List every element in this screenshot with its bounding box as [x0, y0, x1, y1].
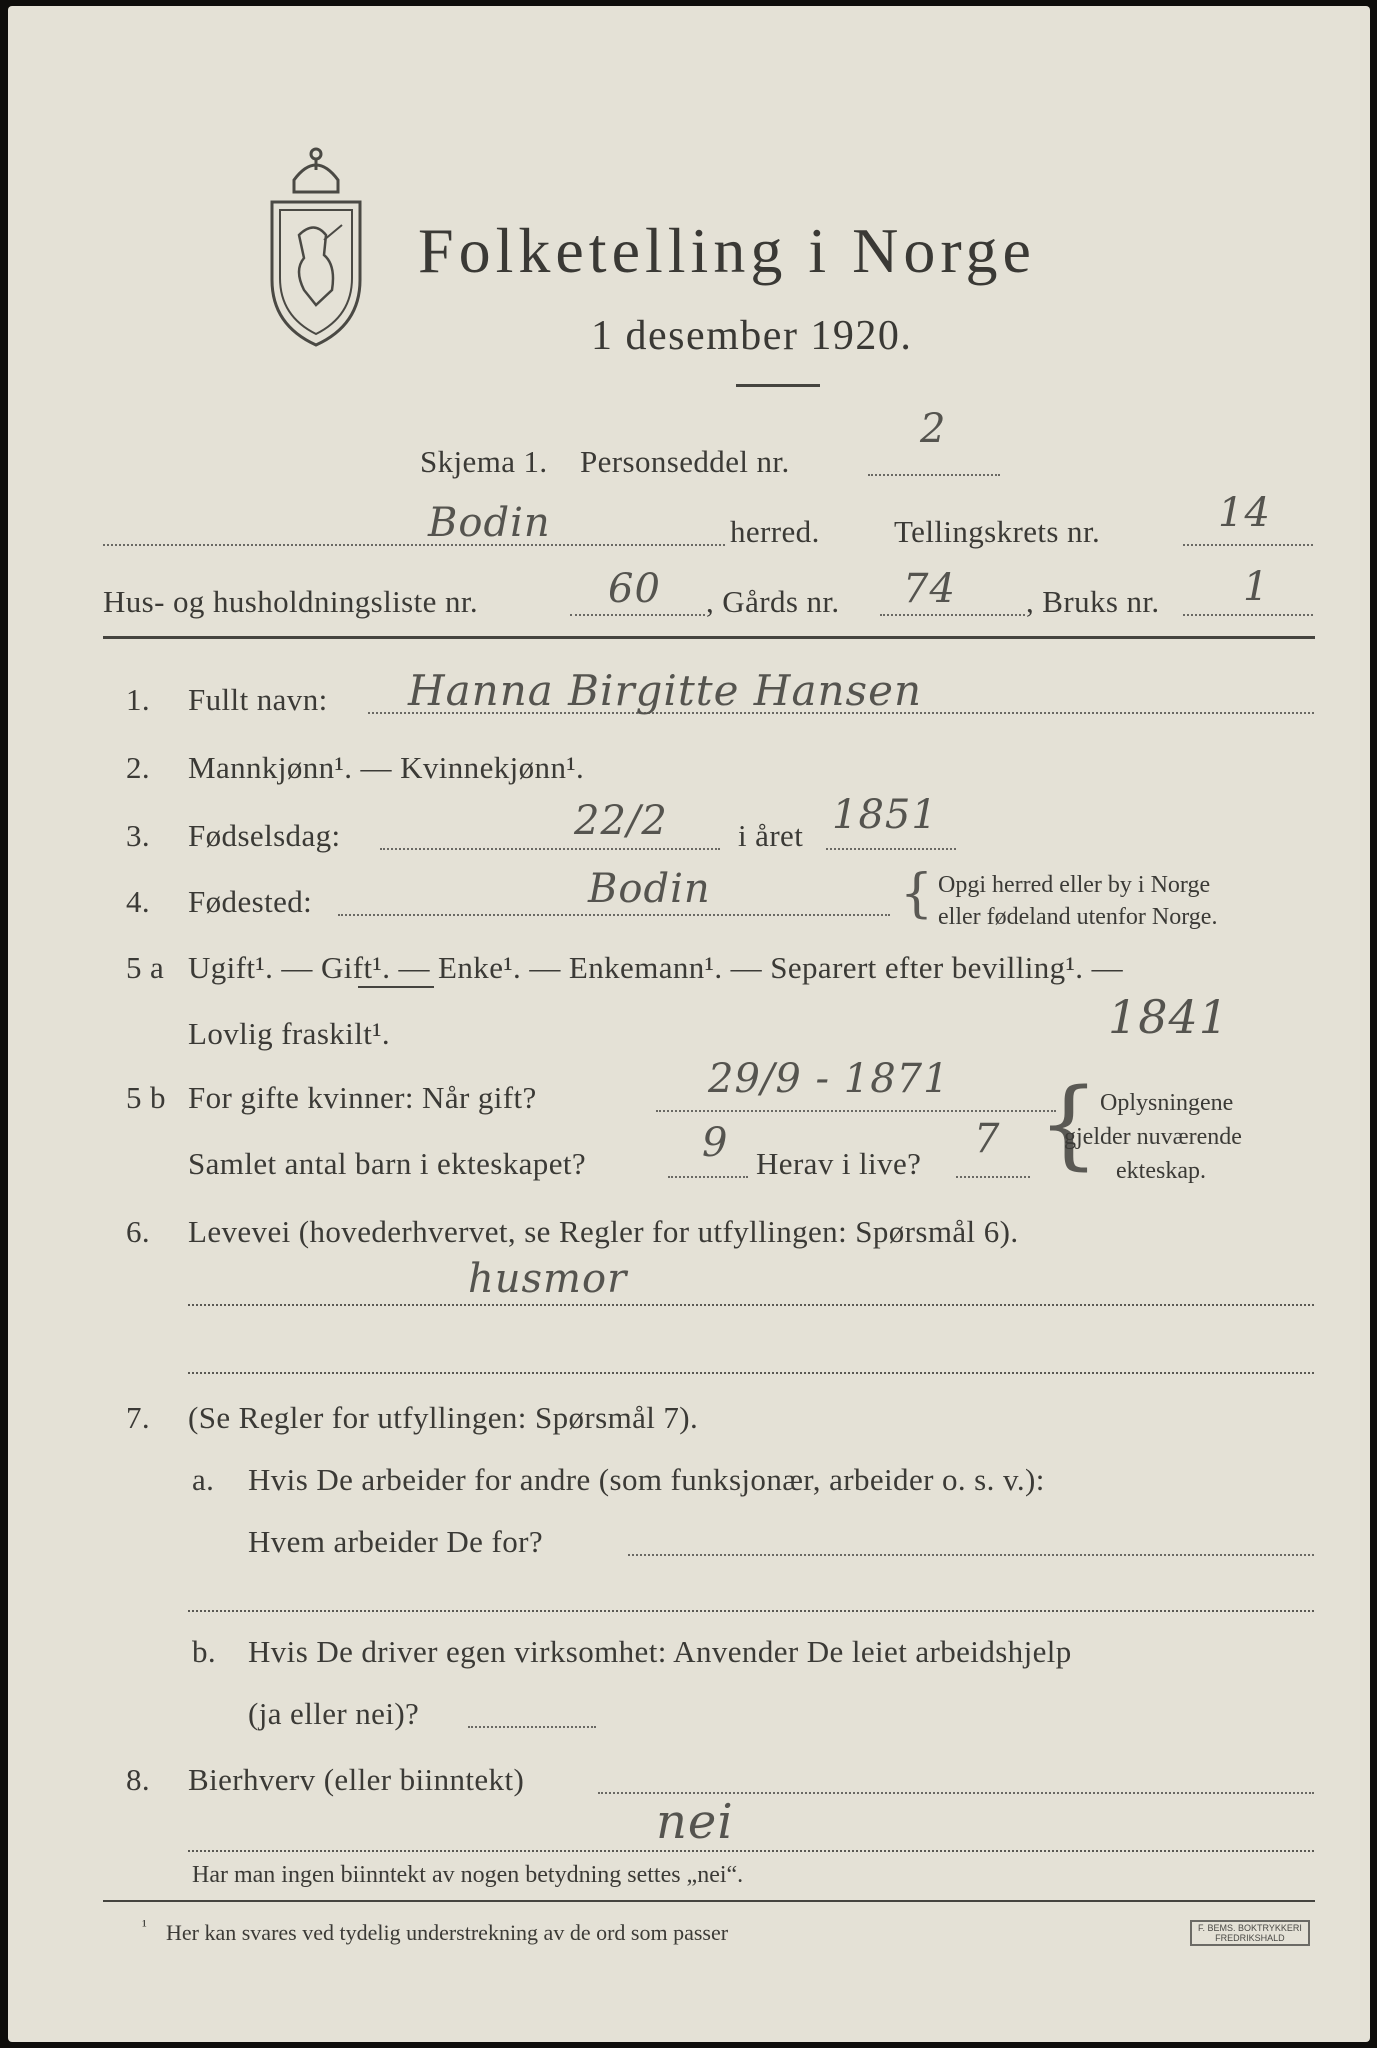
personseddel-label: Personseddel nr. — [580, 444, 790, 479]
q4-number: 4. — [126, 884, 151, 919]
personseddel-value: 2 — [920, 406, 947, 452]
q7-number: 7. — [126, 1400, 151, 1435]
q5a-gift-underline — [358, 986, 434, 988]
footnote-mark: ¹ — [142, 1918, 147, 1935]
printer-stamp-line2: FREDRIKSHALD — [1215, 1933, 1285, 1943]
herred-value: Bodin — [428, 500, 551, 546]
q8-label: Bierhverv (eller biinntekt) — [188, 1762, 525, 1797]
census-form-page — [8, 6, 1370, 2042]
q8-value: nei — [656, 1794, 734, 1850]
gards-value: 74 — [903, 566, 956, 612]
q7a-line-1 — [628, 1554, 1314, 1556]
q5b-alive-label: Herav i live? — [756, 1146, 922, 1181]
q4-value: Bodin — [588, 866, 711, 912]
q3-value: 22/2 — [574, 798, 668, 844]
personseddel-line — [868, 474, 1000, 476]
q6-line-1 — [188, 1304, 1314, 1306]
q5b-line — [656, 1110, 1056, 1112]
q5a-value: 1841 — [1108, 990, 1230, 1044]
q7b-label-2: (ja eller nei)? — [248, 1696, 420, 1731]
tellingskrets-value: 14 — [1218, 490, 1271, 536]
husliste-label: Hus- og husholdningsliste nr. — [103, 584, 479, 619]
q7a-line-2 — [188, 1610, 1314, 1612]
herred-label: herred. — [730, 514, 820, 549]
q6-value: husmor — [468, 1256, 628, 1302]
footnote-divider — [103, 1900, 1315, 1902]
q7-label: (Se Regler for utfyllingen: Spørsmål 7). — [188, 1400, 699, 1435]
footnote-text: Her kan svares ved tydelig understrekning av de ord som passer — [166, 1920, 729, 1945]
husliste-value: 60 — [608, 566, 661, 612]
q5b-alive-value: 7 — [974, 1116, 1001, 1162]
title-divider — [736, 384, 820, 387]
q5b-children-value: 9 — [702, 1120, 729, 1166]
form-title: Folketelling i Norge — [418, 215, 1036, 286]
bruks-line — [1183, 614, 1313, 616]
q5b-children-label: Samlet antal barn i ekteskapet? — [188, 1146, 587, 1181]
q4-note-brace: { — [900, 864, 934, 924]
bruks-value: 1 — [1243, 564, 1270, 610]
q5b-alive-line — [956, 1176, 1030, 1178]
printer-stamp-line1: F. BEMS. BOKTRYKKERI — [1198, 1923, 1302, 1933]
q5b-note-line2: gjelder nuværende — [1064, 1124, 1242, 1150]
tellingskrets-line — [1183, 544, 1313, 546]
q1-label: Fullt navn: — [188, 682, 328, 717]
gards-line — [880, 614, 1025, 616]
header-divider — [103, 636, 1315, 639]
q6-line-2 — [188, 1372, 1314, 1374]
q7b-letter: b. — [192, 1634, 217, 1669]
q4-line — [338, 914, 890, 916]
q3-number: 3. — [126, 818, 151, 853]
q8-number: 8. — [126, 1762, 151, 1797]
printer-stamp — [1190, 1920, 1310, 1946]
q6-number: 6. — [126, 1214, 151, 1249]
q3-year-line — [826, 848, 956, 850]
herred-line — [103, 544, 725, 546]
skjema-label: Skjema 1. — [420, 444, 548, 479]
q7b-line — [468, 1726, 596, 1728]
q5b-note-line3: ekteskap. — [1116, 1158, 1206, 1184]
q4-note-line2: eller fødeland utenfor Norge. — [938, 904, 1218, 930]
q5b-note-line1: Oplysningene — [1100, 1090, 1234, 1116]
q4-label: Fødested: — [188, 884, 313, 919]
q8-line-2 — [188, 1850, 1314, 1852]
q7b-label: Hvis De driver egen virksomhet: Anvender De leiet arbeidshjelp — [248, 1634, 1072, 1669]
q4-note-line1: Opgi herred eller by i Norge — [938, 872, 1211, 898]
q5a-label-2: Lovlig fraskilt¹. — [188, 1016, 391, 1051]
q5b-note-brace: { — [1038, 1068, 1100, 1180]
gards-label: , Gårds nr. — [706, 584, 840, 619]
q6-label: Levevei (hovederhvervet, se Regler for utfyllingen: Spørsmål 6). — [188, 1214, 1019, 1249]
q5b-label: For gifte kvinner: Når gift? — [188, 1080, 537, 1115]
q5b-number: 5 b — [126, 1080, 166, 1115]
q5b-value: 29/9 - 1871 — [708, 1056, 950, 1102]
q3-year-label: i året — [738, 818, 804, 853]
q3-label: Fødselsdag: — [188, 818, 341, 853]
husliste-line — [570, 614, 705, 616]
tellingskrets-label: Tellingskrets nr. — [894, 514, 1101, 549]
q1-number: 1. — [126, 682, 151, 717]
income-note: Har man ingen biinntekt av nogen betydning settes „nei“. — [192, 1862, 744, 1888]
q5b-children-line — [668, 1176, 748, 1178]
q7a-letter: a. — [192, 1462, 215, 1497]
q7a-label: Hvis De arbeider for andre (som funksjonær, arbeider o. s. v.): — [248, 1462, 1045, 1497]
q1-value: Hanna Birgitte Hansen — [408, 666, 922, 715]
q7a-label-2: Hvem arbeider De for? — [248, 1524, 543, 1559]
q5a-number: 5 a — [126, 950, 165, 985]
q3-year-value: 1851 — [832, 792, 938, 838]
q2-number: 2. — [126, 750, 151, 785]
bruks-label: , Bruks nr. — [1026, 584, 1160, 619]
census-date: 1 desember 1920. — [591, 313, 913, 359]
q2-label: Mannkjønn¹. — Kvinnekjønn¹. — [188, 750, 585, 785]
norway-coat-of-arms-icon — [254, 140, 378, 352]
q5a-label: Ugift¹. — Gift¹. — Enke¹. — Enkemann¹. — Separert efter bevilling¹. — — [188, 950, 1123, 985]
q3-line — [380, 848, 720, 850]
